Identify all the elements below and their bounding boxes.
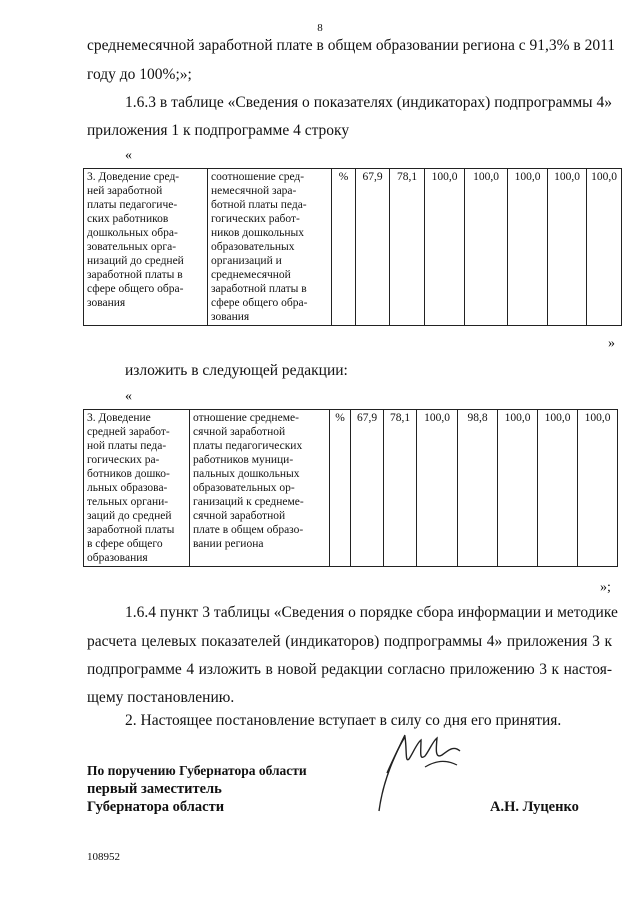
cell-text-line: ских работников — [87, 213, 169, 225]
close-quote: »; — [600, 580, 611, 595]
indicator-description-cell — [190, 410, 330, 567]
cell-text-line: тельных органи- — [87, 496, 169, 508]
value-cell: 100,0 — [508, 169, 548, 326]
cell-text-line: дошкольных обра- — [87, 227, 178, 239]
cell-text-line: льных образова- — [87, 482, 168, 494]
cell-text-line: платы педагогических — [193, 440, 303, 452]
signatory-name: А.Н. Луценко — [490, 799, 579, 815]
cell-text-line: зования — [87, 297, 126, 309]
old-row-table — [83, 168, 622, 326]
close-quote: » — [608, 336, 615, 351]
cell-text-line: среднемесячной — [211, 269, 291, 281]
value-cell: 100,0 — [548, 169, 587, 326]
cell-text-line: сячной заработной — [193, 426, 286, 438]
value-cell: 100,0 — [587, 169, 622, 326]
table-row — [84, 169, 622, 326]
cell-text-line: заработной платы в — [211, 283, 307, 295]
indicator-name — [87, 170, 204, 310]
cell-text-line: отношение среднеме- — [193, 412, 299, 424]
cell-text-line: ботной платы педа- — [211, 199, 307, 211]
cell-text-line: 3. Доведение — [87, 412, 151, 424]
cell-text-line: заций до средней — [87, 510, 172, 522]
cell-text-line: образования — [87, 552, 148, 564]
open-quote: « — [125, 148, 132, 163]
cell-text-line: заработной платы — [87, 524, 175, 536]
cell-text-line: ганизаций к среднеме- — [193, 496, 304, 508]
cell-text-line: соотношение сред- — [211, 171, 305, 183]
unit-cell: % — [332, 169, 356, 326]
item-163-line-1: 1.6.3 в таблице «Сведения о показателях (индикаторах) подпрограммы 4» — [125, 94, 612, 111]
cell-text-line: в сфере общего — [87, 538, 163, 550]
indicator-name-cell — [84, 169, 208, 326]
signature-line-3: Губернатора области — [87, 799, 225, 815]
open-quote: « — [125, 389, 132, 404]
cell-text-line: гогических ра- — [87, 454, 160, 466]
value-cell: 100,0 — [465, 169, 508, 326]
value-cell: 78,1 — [390, 169, 425, 326]
value-cell: 100,0 — [498, 410, 538, 567]
document-number: 108952 — [87, 851, 120, 863]
cell-text-line: организаций и — [211, 255, 282, 267]
value-cell: 78,1 — [384, 410, 417, 567]
cell-text-line: сфере общего обра- — [87, 283, 184, 295]
item-164-line-4: щему постановлению. — [87, 689, 235, 706]
item-163-line-2: приложения 1 к подпрограмме 4 строку — [87, 122, 350, 139]
cell-text-line: сфере общего обра- — [211, 297, 308, 309]
new-row-table — [83, 409, 618, 567]
signature-line-1: По поручению Губернатора области — [87, 763, 307, 778]
unit-cell: % — [330, 410, 351, 567]
handwritten-signature-icon — [365, 725, 475, 820]
cell-text-line: сячной заработной — [193, 510, 286, 522]
item-164-line-1: 1.6.4 пункт 3 таблицы «Сведения о порядке сбора информации и методике — [125, 604, 618, 621]
cell-text-line: пальных дошкольных — [193, 468, 300, 480]
intro-line-1: среднемесячной заработной плате в общем образовании региона с 91,3% в 2011 — [87, 37, 616, 54]
indicator-name-cell — [84, 410, 190, 567]
cell-text-line: ной платы педа- — [87, 440, 167, 452]
indicator-description — [193, 411, 326, 551]
cell-text-line: 3. Доведение сред- — [87, 171, 180, 183]
cell-text-line: ников дошкольных — [211, 227, 305, 239]
cell-text-line: ней заработной — [87, 185, 163, 197]
cell-text-line: ботников дошко- — [87, 468, 170, 480]
value-cell: 100,0 — [538, 410, 578, 567]
cell-text-line: гогических работ- — [211, 213, 300, 225]
indicator-description — [211, 170, 328, 324]
item-164-line-3: подпрограмме 4 изложить в новой редакции согласно приложению 3 к настоя- — [87, 661, 612, 678]
signature-line-2: первый заместитель — [87, 781, 222, 797]
indicator-name — [87, 411, 186, 565]
item-2-text: 2. Настоящее постановление вступает в силу со дня его принятия. — [125, 712, 562, 729]
value-cell: 100,0 — [425, 169, 465, 326]
page-number: 8 — [317, 22, 323, 34]
cell-text-line: вании региона — [193, 538, 264, 550]
cell-text-line: образовательных ор- — [193, 482, 295, 494]
cell-text-line: немесячной зара- — [211, 185, 297, 197]
item-164-line-2: расчета целевых показателей (индикаторов) подпрограммы 4» приложения 3 к — [87, 633, 612, 650]
replace-text: изложить в следующей редакции: — [125, 362, 348, 379]
value-cell: 67,9 — [351, 410, 384, 567]
indicator-description-cell — [208, 169, 332, 326]
cell-text-line: зовательных орга- — [87, 241, 177, 253]
cell-text-line: образовательных — [211, 241, 295, 253]
table-row — [84, 410, 618, 567]
value-cell: 67,9 — [356, 169, 390, 326]
value-cell: 98,8 — [458, 410, 498, 567]
value-cell: 100,0 — [578, 410, 618, 567]
value-cell: 100,0 — [417, 410, 458, 567]
cell-text-line: плате в общем образо- — [193, 524, 304, 536]
cell-text-line: работников муници- — [193, 454, 294, 466]
cell-text-line: зования — [211, 311, 250, 323]
cell-text-line: низаций до средней — [87, 255, 184, 267]
cell-text-line: платы педагогиче- — [87, 199, 178, 211]
cell-text-line: заработной платы в — [87, 269, 183, 281]
cell-text-line: средней заработ- — [87, 426, 170, 438]
intro-line-2: году до 100%;»; — [87, 66, 192, 83]
